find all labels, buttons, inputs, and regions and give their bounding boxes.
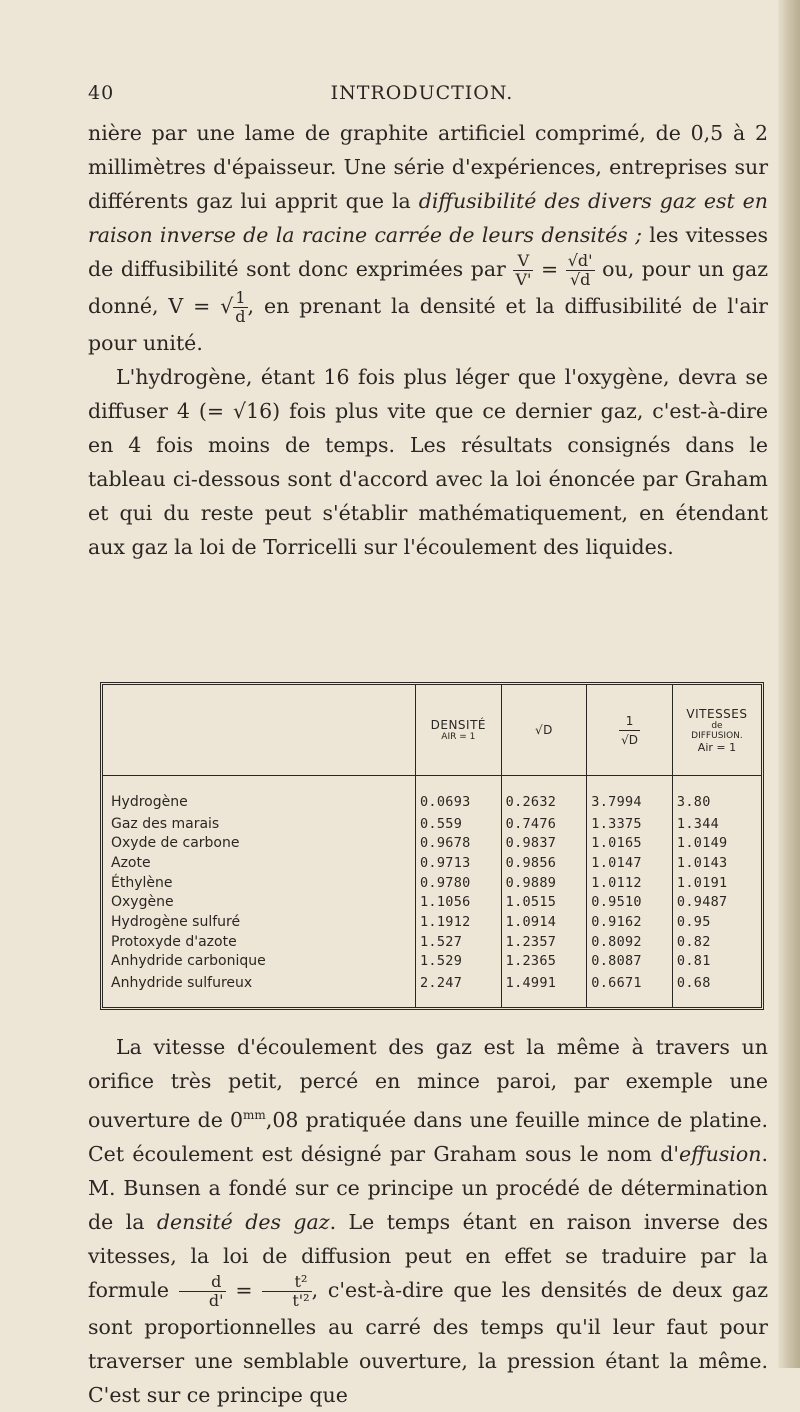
sqrt-d-cell: 1.4991 (501, 972, 587, 1007)
inverse-sqrt-d-cell: 1.0147 (587, 854, 673, 874)
fraction-sqrt-d-ratio (566, 252, 595, 289)
gas-name-cell: Anhydride sulfureux (111, 974, 253, 991)
header-densite-label: DENSITÉ (430, 718, 486, 732)
table-body (103, 776, 761, 1008)
densite-cell: 2.247 (416, 972, 502, 1007)
diffusion-table (100, 682, 764, 1010)
gas-name-cell: Oxygène (111, 894, 174, 911)
para1-text-c: ou, pour un gaz donné, V = √ (88, 257, 768, 318)
vitesse-cell: 1.0149 (672, 834, 761, 854)
fraction-denominator: √d (569, 270, 591, 289)
paragraph-hydrogen: L'hydrogène, étant 16 fois plus léger que l'oxygène, devra se diffuser 4 (= √16) fois plus vite que ce dernier gaz, c'est-à-dire en 4 fois moins de temps. Les résultats consignés dans le tableau ci-dessous sont d'accord avec la loi énoncée par Graham et qui du reste peut s'établir mathématiquement, en étendant aux gaz la loi de Torricelli sur l'écoulement des liquides. (88, 365, 768, 559)
header-sqrt-d (501, 685, 587, 776)
table-row (103, 776, 761, 815)
table-row (103, 834, 761, 854)
paragraph-graham-law (88, 116, 768, 564)
sqrt-d-cell: 0.9856 (501, 854, 587, 874)
inverse-sqrt-d-cell: 1.3375 (587, 814, 673, 834)
page-header (88, 82, 756, 112)
vitesse-cell: 0.9487 (672, 893, 761, 913)
table-row (103, 972, 761, 1007)
vitesse-cell: 0.68 (672, 972, 761, 1007)
vitesse-cell: 1.344 (672, 814, 761, 834)
vitesse-cell: 3.80 (672, 776, 761, 815)
gas-name-cell: Éthylène (111, 874, 173, 891)
vitesse-cell: 0.82 (672, 932, 761, 952)
fraction-d-over-d-prime (179, 1273, 226, 1310)
sqrt-d-cell: 0.2632 (501, 776, 587, 815)
para3-text-b: ,08 pratiquée dans une feuille mince de platine. Cet écoulement est désigné par Graham sous le nom d' (88, 1107, 768, 1166)
fraction-denominator: t'² (292, 1290, 310, 1310)
vitesse-cell: 0.81 (672, 952, 761, 972)
diffusion-data-table (103, 685, 761, 1007)
header-sqrt-d-label: √D (535, 723, 553, 737)
inverse-sqrt-d-cell: 0.8092 (587, 932, 673, 952)
gas-name-cell: Oxyde de carbone (111, 835, 240, 852)
inverse-sqrt-d-cell: 0.9510 (587, 893, 673, 913)
fraction-t-squared (262, 1273, 311, 1310)
fraction-denominator: √D (621, 732, 639, 747)
header-gas-name (103, 685, 416, 776)
para3-text-c: . M. Bunsen a fondé sur ce principe un procédé de détermination de la (88, 1141, 768, 1234)
gas-name-cell: Hydrogène sulfuré (111, 913, 241, 930)
paragraph-effusion (88, 1030, 768, 1412)
equals-sign: = (533, 257, 566, 281)
table-row (103, 932, 761, 952)
para1-italic-law: diffusibilité des divers gaz est en raison inverse de la racine carrée de leurs densités ; (88, 189, 768, 247)
sqrt-d-cell: 1.2357 (501, 932, 587, 952)
header-vitesses-diffusion: DIFFUSION. (691, 730, 743, 741)
sqrt-d-cell: 1.0515 (501, 893, 587, 913)
fraction-numerator: 1 (233, 289, 247, 308)
inverse-sqrt-d-cell: 3.7994 (587, 776, 673, 815)
fraction-denominator: d (235, 307, 246, 326)
sqrt-d-cell: 0.9889 (501, 873, 587, 893)
inverse-sqrt-d-cell: 1.0112 (587, 873, 673, 893)
vitesse-cell: 0.95 (672, 913, 761, 933)
table-row (103, 913, 761, 933)
term-densite-des-gaz: densité des gaz (156, 1209, 330, 1234)
densite-cell: 0.9713 (416, 854, 502, 874)
running-title: INTRODUCTION. (330, 82, 514, 104)
header-densite (416, 685, 502, 776)
fraction-one-over-d (233, 289, 247, 326)
para1-text-b: les vitesses de diffusibilité sont donc exprimées par (88, 223, 768, 281)
header-fraction (619, 712, 640, 749)
densite-cell: 1.529 (416, 952, 502, 972)
vitesse-cell: 1.0143 (672, 854, 761, 874)
densite-cell: 0.0693 (416, 776, 502, 815)
gas-name-cell: Azote (111, 854, 151, 871)
sqrt-d-cell: 1.2365 (501, 952, 587, 972)
table-row (103, 854, 761, 874)
densite-cell: 1.1912 (416, 913, 502, 933)
inverse-sqrt-d-cell: 0.9162 (587, 913, 673, 933)
gas-name-cell: Hydrogène (111, 793, 188, 810)
fraction-numerator: V (513, 252, 533, 271)
sqrt-d-cell: 0.7476 (501, 814, 587, 834)
para1-text-a: nière par une lame de graphite artificiel comprimé, de 0,5 à 2 millimètres d'épaisseur. Une série d'expériences, entreprises sur différents gaz lui apprit que la (88, 121, 768, 213)
gas-name-cell: Gaz des marais (111, 815, 220, 832)
fraction-numerator: 1 (619, 712, 640, 731)
header-vitesses (672, 685, 761, 776)
gas-name-cell: Anhydride carbonique (111, 953, 266, 970)
inverse-sqrt-d-cell: 0.8087 (587, 952, 673, 972)
table-row (103, 893, 761, 913)
densite-cell: 1.527 (416, 932, 502, 952)
header-vitesses-de: de (711, 720, 723, 731)
gas-name-cell: Protoxyde d'azote (111, 933, 237, 950)
page-edge-shadow (778, 0, 800, 1368)
table-header-row (103, 685, 761, 776)
table-row (103, 873, 761, 893)
para3-text-e: , c'est-à-dire que les densités de deux gaz sont proportionnelles au carré des temps qu'il leur faut pour traverser une semblable ouverture, la pression étant la même. C'est sur ce principe que (88, 1277, 768, 1407)
fraction-v-over-v-prime (513, 252, 533, 289)
densite-cell: 1.1056 (416, 893, 502, 913)
term-effusion: effusion (678, 1141, 762, 1166)
page-number: 40 (88, 82, 115, 104)
header-densite-sub: AIR = 1 (441, 732, 476, 742)
header-inverse-sqrt-d (587, 685, 673, 776)
para3-text-d: . Le temps étant en raison inverse des vitesses, la loi de diffusion peut en effet se traduire par la formule (88, 1209, 768, 1302)
sqrt-d-cell: 1.0914 (501, 913, 587, 933)
unit-mm: mm (243, 1108, 266, 1122)
densite-cell: 0.9780 (416, 873, 502, 893)
densite-cell: 0.559 (416, 814, 502, 834)
inverse-sqrt-d-cell: 0.6671 (587, 972, 673, 1007)
formula-equals: = (225, 1277, 263, 1302)
table-row (103, 814, 761, 834)
table-row (103, 952, 761, 972)
fraction-numerator: √d' (567, 251, 593, 270)
fraction-denominator: d' (208, 1290, 224, 1310)
para3-text-a: La vitesse d'écoulement des gaz est la même à travers un orifice très petit, percé en mince paroi, par exemple une ouverture de 0 (88, 1035, 768, 1132)
header-vitesses-air: Air = 1 (697, 740, 737, 754)
header-vitesses-label: VITESSES (686, 706, 748, 721)
sqrt-d-cell: 0.9837 (501, 834, 587, 854)
fraction-numerator: d (179, 1273, 226, 1292)
fraction-denominator: V' (515, 270, 532, 289)
inverse-sqrt-d-cell: 1.0165 (587, 834, 673, 854)
densite-cell: 0.9678 (416, 834, 502, 854)
para1-text-d: , en prenant la densité et la diffusibilité de l'air pour unité. (88, 294, 768, 355)
fraction-numerator: t² (262, 1273, 311, 1292)
vitesse-cell: 1.0191 (672, 873, 761, 893)
